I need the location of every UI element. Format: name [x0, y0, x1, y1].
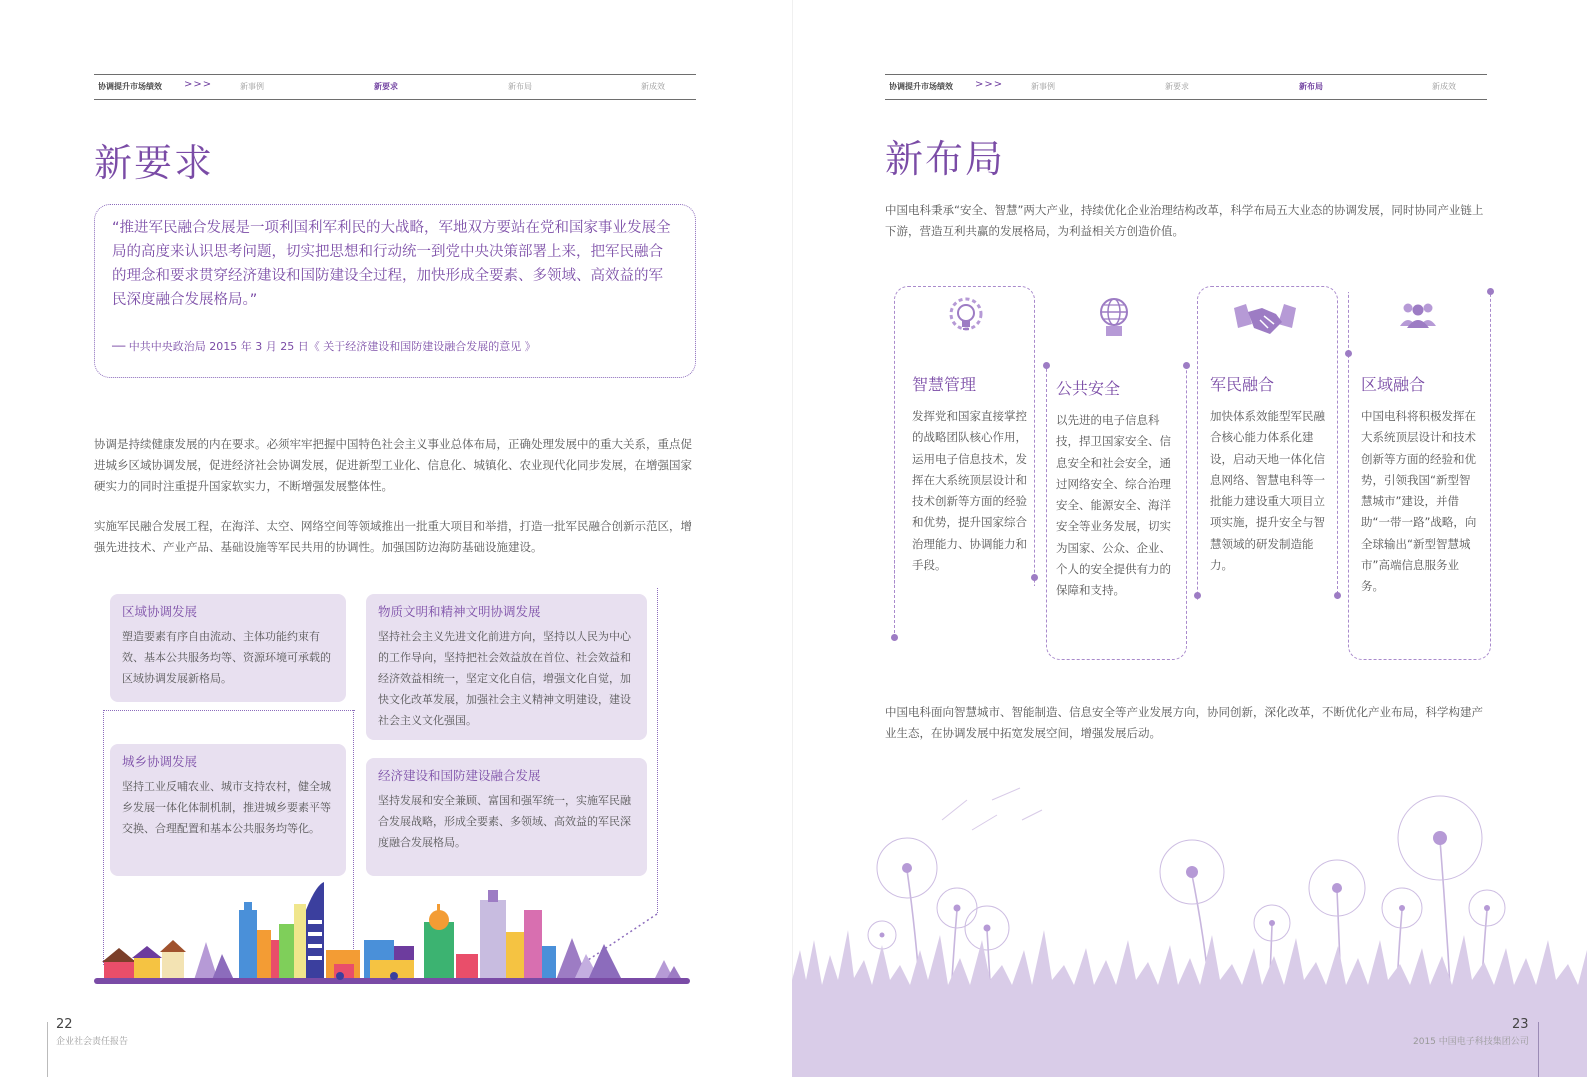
card-title: 城乡协调发展: [122, 754, 198, 769]
column-title: 智慧管理: [912, 375, 977, 394]
column-text: 发挥党和国家直接掌控的战略团队核心作用，运用电子信息技术，发挥在大系统顶层设计和技术创新等方面的经验和优势，提升国家综合治理能力、协调能力和手段。: [912, 409, 1027, 573]
nav-item-new-cases[interactable]: 新事例: [240, 82, 264, 91]
connector-dot: [1345, 350, 1352, 357]
card-title: 物质文明和精神文明协调发展: [378, 604, 541, 619]
connector-dot: [1031, 574, 1038, 581]
left-nav-bar: [94, 74, 696, 100]
connector-dot: [891, 634, 898, 641]
body-paragraph: 协调是持续健康发展的内在要求。必须牢牢把握中国特色社会主义事业总体布局，正确处理发展中的重大关系，重点促进城乡区域协调发展，促进经济社会协调发展，促进新型工业化、信息化、城镇化、农业现代化同步发展，在增强国家硬实力的同时注重提升国家软实力，不断增强发展整体性。: [94, 437, 692, 493]
handshake-icon: [1232, 302, 1298, 342]
page-caption: 企业社会责任报告: [56, 1037, 129, 1047]
connector-dot: [1183, 362, 1190, 369]
card-culture: [366, 594, 647, 740]
connector-line: [894, 560, 895, 638]
quote-text: “推进军民融合发展是一项利国利军利民的大战略，军地双方要站在党和国家事业发展全局的高度来认识思考问题，切实把思想和行动统一到党中央决策部署上来，把军民融合的理念和要求贯穿经济建设和国防建设全过程，加快形成全要素、多领域、高效益的军民深度融合发展格局。”: [112, 220, 671, 308]
nav-section: 协调提升市场绩效: [98, 82, 162, 91]
quote-source: ── 中共中央政治局 2015 年 3 月 25 日《 关于经济建设和国防建设融合发展的意见 》: [112, 340, 536, 353]
nav-item-new-results[interactable]: 新成效: [1432, 82, 1456, 91]
page-caption: 2015 中国电子科技集团公司: [1413, 1037, 1529, 1047]
nav-arrows: >>>: [975, 79, 1004, 90]
card-regional: [110, 594, 346, 702]
column-text: 中国电科将积极发挥在大系统顶层设计和技术创新等方面的经验和优势，引领我国“新型智慧城市”建设，并借助“一带一路”战略，向全球输出“新型智慧城市”高端信息服务业务。: [1361, 409, 1477, 594]
card-text: 坚持工业反哺农业、城市支持农村，健全城乡发展一体化体制机制，推进城乡要素平等交换、合理配置和基本公共服务均等化。: [122, 780, 331, 835]
nav-item-new-layout[interactable]: 新布局: [508, 82, 532, 91]
dandelion-meadow-illustration: [792, 780, 1587, 1077]
column-text: 加快体系效能型军民融合核心能力体系化建设，启动天地一体化信息网络、智慧电科等一批能力建设重大项目立项实施，提升安全与智慧领域的研发制造能力。: [1210, 409, 1325, 573]
connector-dot: [1194, 592, 1201, 599]
page-edge-line: [47, 1022, 48, 1077]
card-text: 坚持社会主义先进文化前进方向，坚持以人民为中心的工作导向，坚持把社会效益放在首位、社会效益和经济效益相统一，坚定文化自信，增强文化自觉，加快文化改革发展，加强社会主义精神文明建设，建设社会主义文化强国。: [378, 630, 631, 727]
people-group-icon: [1398, 300, 1438, 334]
connector-dot: [1043, 362, 1050, 369]
page-title: 新布局: [885, 137, 1006, 181]
city-skyline-illustration: [94, 880, 696, 995]
page-title: 新要求: [94, 141, 215, 185]
column-title: 公共安全: [1056, 379, 1121, 398]
connector-line: [657, 588, 658, 913]
page-number: 23: [1512, 1017, 1529, 1032]
nav-section: 协调提升市场绩效: [889, 82, 953, 91]
column-title: 区域融合: [1361, 375, 1426, 394]
card-urban-rural: [110, 744, 346, 876]
lightbulb-gear-icon: [946, 296, 986, 340]
nav-item-new-requirements[interactable]: 新要求: [1165, 82, 1189, 91]
nav-item-new-cases[interactable]: 新事例: [1031, 82, 1055, 91]
card-title: 区域协调发展: [122, 604, 198, 619]
globe-shield-icon: [1094, 296, 1134, 344]
connector-line: [103, 710, 355, 711]
card-text: 塑造要素有序自由流动、主体功能约束有效、基本公共服务均等、资源环境可承载的区域协调发展新格局。: [122, 630, 331, 685]
column-text: 以先进的电子信息科技，捍卫国家安全、信息安全和社会安全，通过网络安全、综合治理安全、能源安全、海洋安全等业务发展，切实为国家、公众、企业、个人的安全提供有力的保障和支持。: [1056, 413, 1171, 598]
card-text: 坚持发展和安全兼顾、富国和强军统一，实施军民融合发展战略，形成全要素、多领域、高效益的军民深度融合发展格局。: [378, 794, 631, 849]
connector-dot: [1334, 592, 1341, 599]
nav-item-new-results[interactable]: 新成效: [641, 82, 665, 91]
nav-arrows: >>>: [184, 79, 213, 90]
right-nav-bar: [885, 74, 1487, 100]
column-title: 军民融合: [1210, 375, 1275, 394]
nav-item-new-layout[interactable]: 新布局: [1299, 82, 1323, 91]
card-defense: [366, 758, 647, 876]
connector-dot: [1487, 288, 1494, 295]
intro-paragraph: 中国电科秉承“安全、智慧”两大产业，持续优化企业治理结构改革，科学布局五大业态的协调发展，同时协同产业链上下游，营造互利共赢的发展格局，为利益相关方创造价值。: [885, 203, 1484, 238]
closing-paragraph: 中国电科面向智慧城市、智能制造、信息安全等产业发展方向，协同创新，深化改革，不断优化产业布局，科学构建产业生态，在协调发展中拓宽发展空间，增强发展后动。: [885, 705, 1483, 740]
card-title: 经济建设和国防建设融合发展: [378, 768, 541, 783]
page-edge-line: [1538, 1022, 1539, 1077]
nav-item-new-requirements[interactable]: 新要求: [374, 82, 398, 91]
body-paragraph: 实施军民融合发展工程，在海洋、太空、网络空间等领域推出一批重大项目和举措，打造一批军民融合创新示范区，增强先进技术、产业产品、基础设施等军民共用的协调性。加强国防边海防基础设施建设。: [94, 519, 692, 554]
page-number: 22: [56, 1017, 73, 1032]
